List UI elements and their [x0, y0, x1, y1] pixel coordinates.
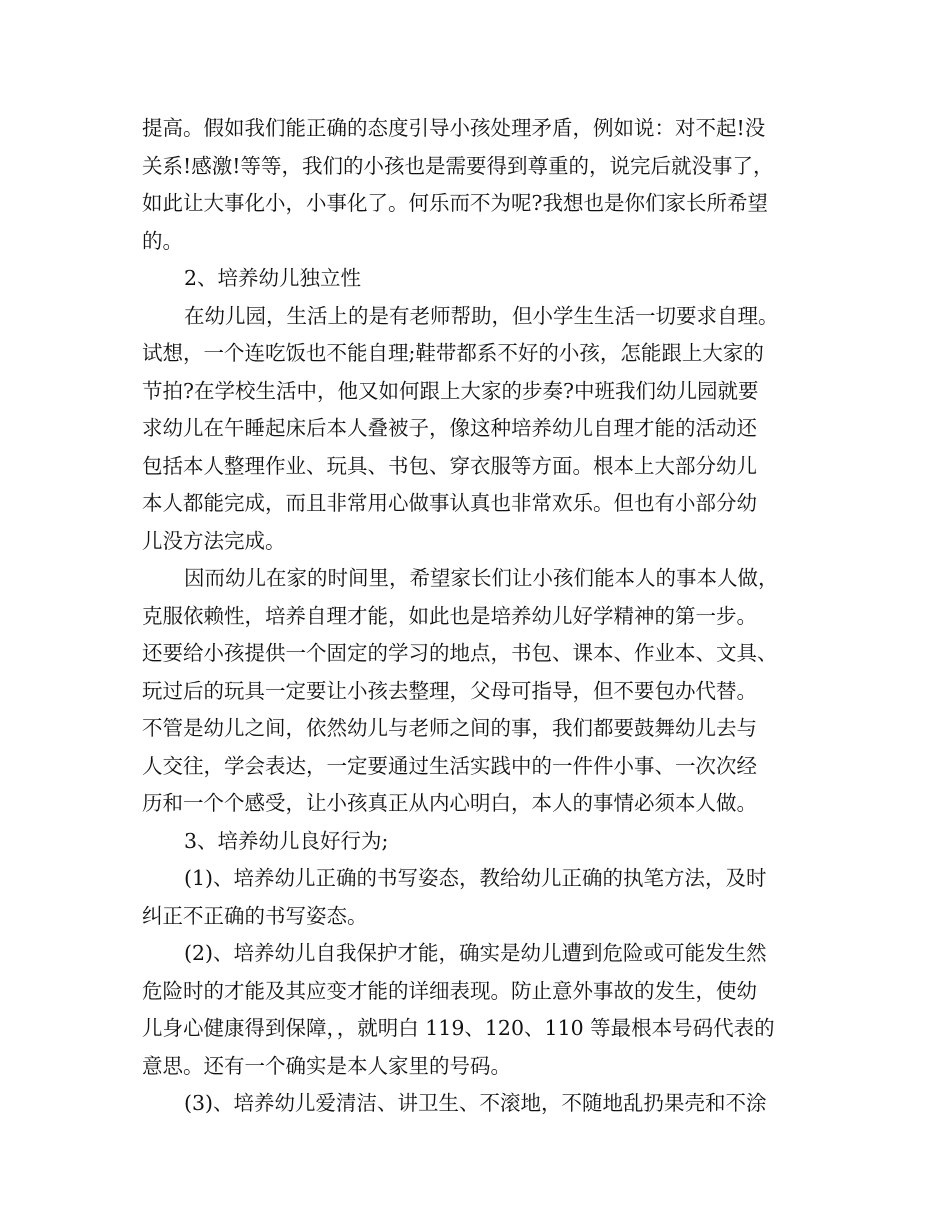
text-line-4: 的。: [142, 228, 183, 253]
text-line-24: 危险时的才能及其应变才能的详细表现。防止意外事故的发生，使幼: [142, 978, 757, 1003]
text-line-23: (2)、培养幼儿自我保护才能，确实是幼儿遭到危险或可能发生然: [184, 941, 767, 965]
text-line-7: 试想，一个连吃饭也不能自理;鞋带都系不好的小孩，怎能跟上大家的: [142, 341, 764, 365]
text-line-17: 不管是幼儿之间，依然幼儿与老师之间的事，我们都要鼓舞幼儿去与: [142, 716, 757, 740]
text-line-27: (3)、培养幼儿爱清洁、讲卫生、不滚地，不随地乱扔果壳和不涂: [184, 1091, 767, 1115]
text-line-14: 克服依赖性，培养自理才能，如此也是培养幼儿好学精神的第一步。: [142, 603, 757, 628]
text-line-11: 本人都能完成，而且非常用心做事认真也非常欢乐。但也有小部分幼: [142, 491, 757, 515]
text-line-2: 关系!感激!等等，我们的小孩也是需要得到尊重的，说完后就没事了，: [142, 153, 774, 178]
text-line-16: 玩过后的玩具一定要让小孩去整理，父母可指导，但不要包办代替。: [142, 678, 757, 703]
text-line-8: 节拍?在学校生活中，他又如何跟上大家的步奏?中班我们幼儿园就要: [142, 378, 759, 403]
text-line-9: 求幼儿在午睡起床后本人叠被子，像这种培养幼儿自理才能的活动还: [142, 416, 757, 440]
text-line-26: 意思。还有一个确实是本人家里的号码。: [142, 1053, 511, 1078]
section-heading-behavior: 3、培养幼儿良好行为;: [184, 828, 389, 853]
text-line-3: 如此让大事化小，小事化了。何乐而不为呢?我想也是你们家长所希望: [142, 191, 768, 215]
text-line-19: 历和一个个感受，让小孩真正从内心明白，本人的事情必须本人做。: [142, 791, 757, 815]
text-line-22: 纠正不正确的书写姿态。: [142, 903, 368, 928]
text-line-13: 因而幼儿在家的时间里，希望家长们让小孩们能本人的事本人做，: [184, 566, 779, 590]
text-line-12: 儿没方法完成。: [142, 528, 286, 553]
text-line-6: 在幼儿园，生活上的是有老师帮助，但小学生生活一切要求自理。: [184, 303, 779, 328]
text-line-25: 儿身心健康得到保障，，就明白 119、120、110 等最根本号码代表的: [142, 1016, 775, 1040]
section-heading-independence: 2、培养幼儿独立性: [184, 266, 362, 290]
text-line-10: 包括本人整理作业、玩具、书包、穿衣服等方面。根本上大部分幼儿: [142, 453, 757, 478]
text-line-18: 人交往，学会表达，一定要通过生活实践中的一件件小事、一次次经: [142, 753, 757, 778]
text-line-1: 提高。假如我们能正确的态度引导小孩处理矛盾，例如说：对不起!没: [142, 116, 766, 140]
body-text: [142, 110, 822, 1123]
text-line-21: (1)、培养幼儿正确的书写姿态，教给幼儿正确的执笔方法，及时: [184, 866, 767, 890]
text-line-15: 还要给小孩提供一个固定的学习的地点，书包、课本、作业本、文具、: [142, 641, 778, 665]
